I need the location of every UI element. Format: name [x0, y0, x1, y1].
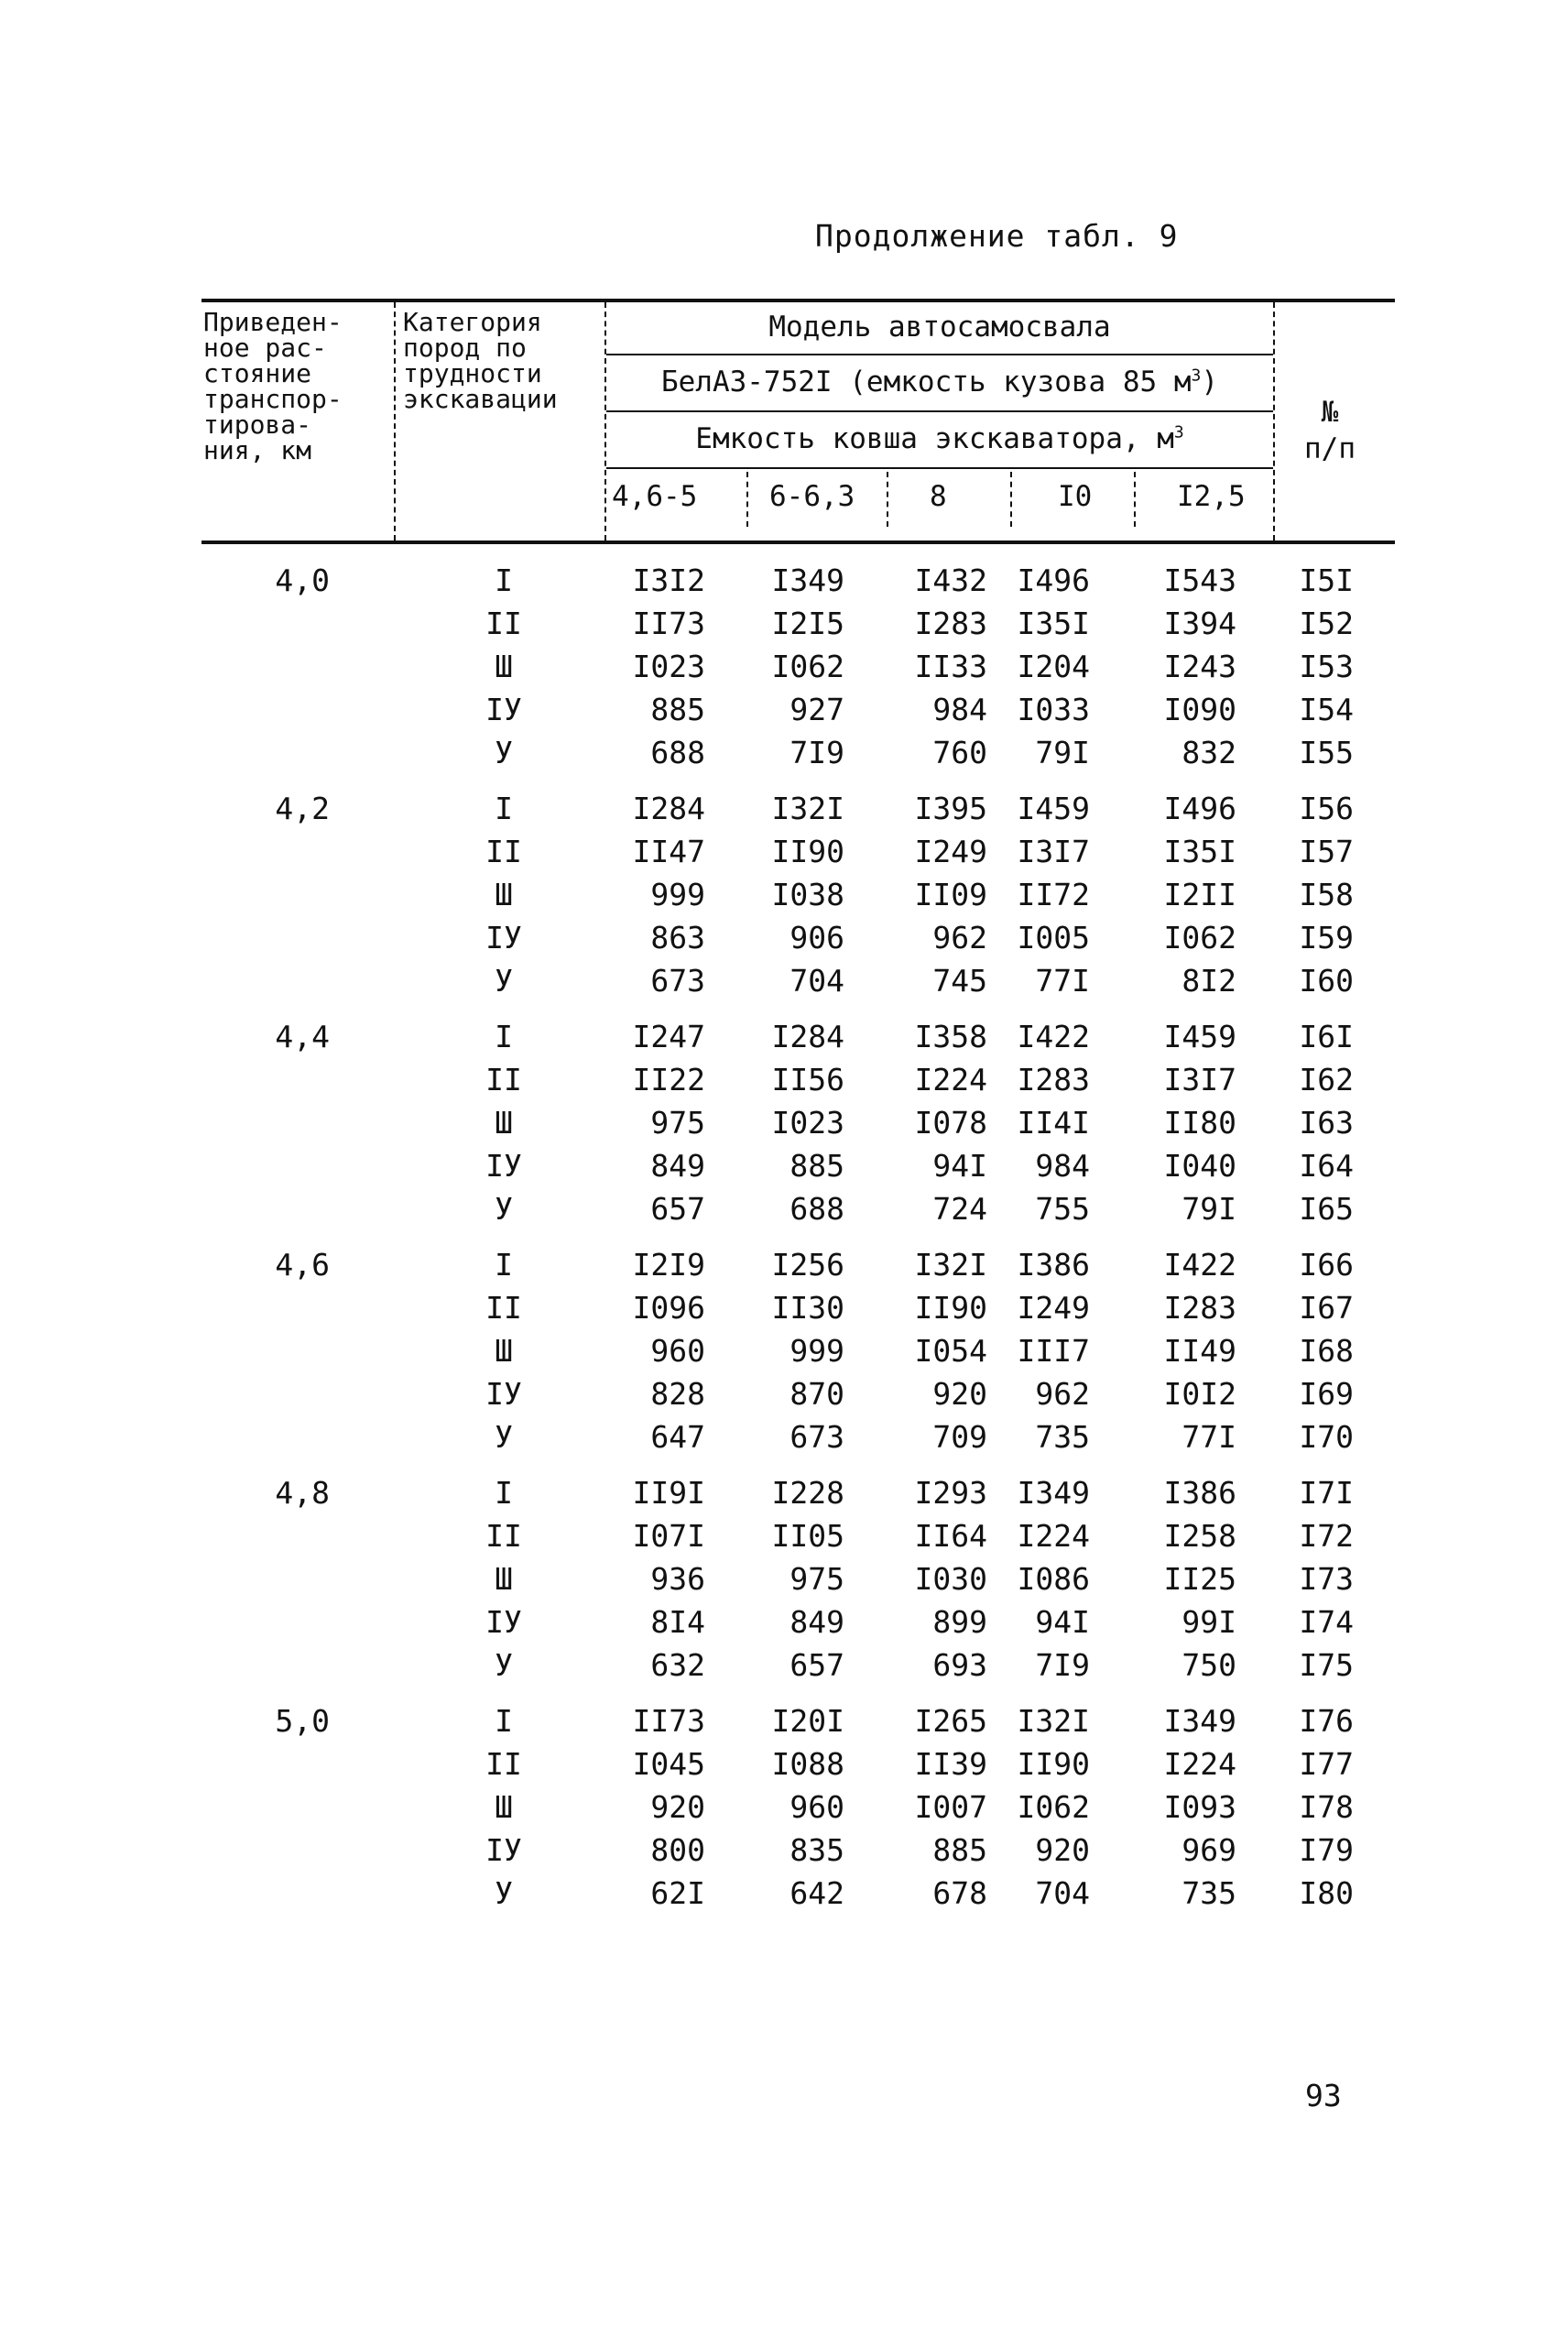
category-value: Ш	[495, 877, 513, 912]
table-cell: I20I	[771, 1703, 844, 1739]
table-cell: I023	[632, 649, 705, 684]
table-cell: I005	[1017, 920, 1090, 956]
table-cell: 962	[932, 920, 987, 956]
table-cell: I283	[1163, 1290, 1236, 1326]
category-value: У	[495, 1875, 513, 1911]
table-cell: 975	[789, 1561, 844, 1597]
table-cell: I062	[771, 649, 844, 684]
table-cell: 7I9	[789, 735, 844, 770]
table-cell: I386	[1017, 1247, 1090, 1283]
table-cell: 984	[932, 692, 987, 727]
table-cell: 885	[650, 692, 705, 727]
table-cell: I543	[1163, 562, 1236, 598]
table-cell: II25	[1163, 1561, 1236, 1597]
table-cell: I040	[1163, 1148, 1236, 1184]
category-value: IУ	[485, 920, 522, 956]
table-cell: 960	[789, 1789, 844, 1825]
table-cell: I283	[1017, 1062, 1090, 1097]
table-cell: 693	[932, 1647, 987, 1683]
distance-value: 4,4	[275, 1019, 330, 1054]
table-cell: I023	[771, 1105, 844, 1141]
table-cell: I3I7	[1017, 834, 1090, 869]
table-cell: I096	[632, 1290, 705, 1326]
header-subcol-1: 6-6,3	[769, 480, 855, 513]
table-cell: II39	[914, 1746, 987, 1782]
table-cell: II05	[771, 1518, 844, 1554]
row-number: I6I	[1299, 1019, 1354, 1054]
table-cell: 920	[650, 1789, 705, 1825]
table-cell: 849	[789, 1604, 844, 1640]
table-cell: I284	[771, 1019, 844, 1054]
table-cell: I496	[1163, 791, 1236, 826]
table-cell: I07I	[632, 1518, 705, 1554]
row-number: I69	[1299, 1376, 1354, 1412]
table-cell: 999	[789, 1333, 844, 1369]
table-cell: 969	[1181, 1832, 1236, 1868]
table-cell: 863	[650, 920, 705, 956]
table-cell: I249	[1017, 1290, 1090, 1326]
table-cell: 688	[650, 735, 705, 770]
row-number: I58	[1299, 877, 1354, 912]
category-value: У	[495, 1419, 513, 1455]
distance-value: 4,8	[275, 1475, 330, 1511]
header-top-rule	[201, 299, 1395, 302]
row-number: I74	[1299, 1604, 1354, 1640]
table-cell: I030	[914, 1561, 987, 1597]
table-cell: II22	[632, 1062, 705, 1097]
table-cell: I349	[771, 562, 844, 598]
table-cell: 755	[1035, 1191, 1090, 1227]
distance-value: 4,0	[275, 562, 330, 598]
table-cell: 735	[1035, 1419, 1090, 1455]
table-cell: I395	[914, 791, 987, 826]
table-cell: 760	[932, 735, 987, 770]
table-cell: I284	[632, 791, 705, 826]
category-value: II	[485, 834, 522, 869]
table-cell: I224	[914, 1062, 987, 1097]
category-value: IУ	[485, 1832, 522, 1868]
row-number: I77	[1299, 1746, 1354, 1782]
category-value: I	[495, 562, 513, 598]
table-cell: II47	[632, 834, 705, 869]
table-cell: 673	[650, 963, 705, 999]
table-cell: II4I	[1017, 1105, 1090, 1141]
table-cell: 975	[650, 1105, 705, 1141]
table-cell: I086	[1017, 1561, 1090, 1597]
category-value: I	[495, 1703, 513, 1739]
header-bottom-rule	[201, 541, 1395, 544]
row-number: I62	[1299, 1062, 1354, 1097]
table-cell: I496	[1017, 562, 1090, 598]
row-number: I5I	[1299, 562, 1354, 598]
table-cell: I243	[1163, 649, 1236, 684]
page-number: 93	[1305, 2078, 1342, 2113]
table-cell: I045	[632, 1746, 705, 1782]
category-value: IУ	[485, 1604, 522, 1640]
table-cell: 77I	[1035, 963, 1090, 999]
table-cell: III7	[1017, 1333, 1090, 1369]
row-number: I72	[1299, 1518, 1354, 1554]
table-cell: 79I	[1035, 735, 1090, 770]
table-cell: 750	[1181, 1647, 1236, 1683]
row-number: I78	[1299, 1789, 1354, 1825]
category-value: II	[485, 1290, 522, 1326]
distance-value: 4,2	[275, 791, 330, 826]
row-number: I59	[1299, 920, 1354, 956]
table-caption: Продолжение табл. 9	[815, 218, 1179, 254]
table-cell: I3I7	[1163, 1062, 1236, 1097]
header-line-bucket	[606, 467, 1273, 469]
row-number: I52	[1299, 606, 1354, 641]
table-cell: I32I	[771, 791, 844, 826]
row-number: I73	[1299, 1561, 1354, 1597]
table-cell: I093	[1163, 1789, 1236, 1825]
table-cell: I349	[1163, 1703, 1236, 1739]
table-cell: I32I	[1017, 1703, 1090, 1739]
header-subcol-0: 4,6-5	[612, 480, 698, 513]
category-value: Ш	[495, 1789, 513, 1825]
table-cell: I247	[632, 1019, 705, 1054]
header-truck: БелАЗ-752I (емкость кузова 85 $м^3$)	[660, 366, 1219, 399]
table-cell: 62I	[650, 1875, 705, 1911]
table-cell: I386	[1163, 1475, 1236, 1511]
table-cell: II56	[771, 1062, 844, 1097]
table-cell: II09	[914, 877, 987, 912]
table-cell: I358	[914, 1019, 987, 1054]
table-cell: 77I	[1181, 1419, 1236, 1455]
category-value: I	[495, 791, 513, 826]
table-cell: I204	[1017, 649, 1090, 684]
table-cell: 7I9	[1035, 1647, 1090, 1683]
table-cell: I459	[1017, 791, 1090, 826]
header-line-truck	[606, 410, 1273, 412]
table-cell: 724	[932, 1191, 987, 1227]
table-cell: II90	[771, 834, 844, 869]
category-value: I	[495, 1475, 513, 1511]
category-value: IУ	[485, 1376, 522, 1412]
table-cell: 920	[1035, 1832, 1090, 1868]
table-cell: 832	[1181, 735, 1236, 770]
table-cell: 657	[650, 1191, 705, 1227]
table-cell: 657	[789, 1647, 844, 1683]
table-cell: I007	[914, 1789, 987, 1825]
row-number: I65	[1299, 1191, 1354, 1227]
table-cell: 8I2	[1181, 963, 1236, 999]
table-cell: II90	[1017, 1746, 1090, 1782]
header-divider-sub-1	[746, 472, 748, 527]
table-cell: I2II	[1163, 877, 1236, 912]
table-cell: I35I	[1163, 834, 1236, 869]
table-cell: II49	[1163, 1333, 1236, 1369]
row-number: I66	[1299, 1247, 1354, 1283]
table-cell: 735	[1181, 1875, 1236, 1911]
table-cell: 899	[932, 1604, 987, 1640]
table-cell: I0I2	[1163, 1376, 1236, 1412]
table-cell: 94I	[1035, 1604, 1090, 1640]
category-value: У	[495, 1647, 513, 1683]
category-value: Ш	[495, 1105, 513, 1141]
table-cell: 800	[650, 1832, 705, 1868]
table-cell: 642	[789, 1875, 844, 1911]
table-cell: I35I	[1017, 606, 1090, 641]
table-cell: I2I9	[632, 1247, 705, 1283]
table-cell: 673	[789, 1419, 844, 1455]
table-cell: 870	[789, 1376, 844, 1412]
table-cell: I062	[1163, 920, 1236, 956]
table-cell: 849	[650, 1148, 705, 1184]
table-cell: I249	[914, 834, 987, 869]
row-number: I53	[1299, 649, 1354, 684]
table-cell: II33	[914, 649, 987, 684]
header-subcol-2: 8	[930, 480, 947, 513]
table-cell: I394	[1163, 606, 1236, 641]
distance-value: 4,6	[275, 1247, 330, 1283]
category-value: У	[495, 1191, 513, 1227]
table-cell: I265	[914, 1703, 987, 1739]
row-number: I56	[1299, 791, 1354, 826]
table-cell: 936	[650, 1561, 705, 1597]
table-cell: 704	[1035, 1875, 1090, 1911]
table-cell: 678	[932, 1875, 987, 1911]
table-cell: I088	[771, 1746, 844, 1782]
table-cell: I258	[1163, 1518, 1236, 1554]
table-cell: 960	[650, 1333, 705, 1369]
distance-value: 5,0	[275, 1703, 330, 1739]
table-cell: 999	[650, 877, 705, 912]
table-cell: II73	[632, 606, 705, 641]
table-cell: 647	[650, 1419, 705, 1455]
table-cell: I459	[1163, 1019, 1236, 1054]
table-cell: I3I2	[632, 562, 705, 598]
row-number: I79	[1299, 1832, 1354, 1868]
table-cell: 828	[650, 1376, 705, 1412]
row-number: I60	[1299, 963, 1354, 999]
header-subcol-4: I2,5	[1177, 480, 1246, 513]
row-number: I55	[1299, 735, 1354, 770]
row-number: I64	[1299, 1148, 1354, 1184]
table-cell: I2I5	[771, 606, 844, 641]
row-number: I80	[1299, 1875, 1354, 1911]
row-number: I57	[1299, 834, 1354, 869]
table-cell: 835	[789, 1832, 844, 1868]
row-number: I70	[1299, 1419, 1354, 1455]
table-cell: I062	[1017, 1789, 1090, 1825]
table-cell: 8I4	[650, 1604, 705, 1640]
table-cell: 709	[932, 1419, 987, 1455]
header-divider-sub-3	[1010, 472, 1012, 527]
header-divider-left	[394, 302, 396, 541]
table-cell: 94I	[932, 1148, 987, 1184]
table-cell: II80	[1163, 1105, 1236, 1141]
table-cell: I054	[914, 1333, 987, 1369]
row-number: I76	[1299, 1703, 1354, 1739]
category-value: II	[485, 1746, 522, 1782]
table-cell: I090	[1163, 692, 1236, 727]
category-value: I	[495, 1019, 513, 1054]
table-cell: 927	[789, 692, 844, 727]
header-bucket: Емкость ковша экскаватора, $м^3$	[695, 422, 1184, 455]
header-model: Модель автосамосвала	[768, 311, 1111, 344]
table-cell: I256	[771, 1247, 844, 1283]
table-cell: 704	[789, 963, 844, 999]
table-cell: II9I	[632, 1475, 705, 1511]
table-cell: I078	[914, 1105, 987, 1141]
category-value: II	[485, 1518, 522, 1554]
row-number: I75	[1299, 1647, 1354, 1683]
table-cell: 99I	[1181, 1604, 1236, 1640]
table-cell: 632	[650, 1647, 705, 1683]
table-cell: I32I	[914, 1247, 987, 1283]
table-cell: I228	[771, 1475, 844, 1511]
table-cell: 920	[932, 1376, 987, 1412]
table-cell: I038	[771, 877, 844, 912]
table-cell: 885	[932, 1832, 987, 1868]
row-number: I7I	[1299, 1475, 1354, 1511]
header-divider-sub-4	[1134, 472, 1136, 527]
table-cell: I224	[1163, 1746, 1236, 1782]
header-number: № п/п	[1304, 396, 1356, 465]
category-value: Ш	[495, 1561, 513, 1597]
row-number: I54	[1299, 692, 1354, 727]
table-cell: I432	[914, 562, 987, 598]
header-line-model	[606, 354, 1273, 355]
table-cell: II73	[632, 1703, 705, 1739]
category-value: У	[495, 963, 513, 999]
table-cell: 885	[789, 1148, 844, 1184]
table-cell: II72	[1017, 877, 1090, 912]
table-cell: 906	[789, 920, 844, 956]
header-divider-sub-2	[887, 472, 888, 527]
row-number: I63	[1299, 1105, 1354, 1141]
table-cell: I224	[1017, 1518, 1090, 1554]
category-value: II	[485, 1062, 522, 1097]
table-cell: I283	[914, 606, 987, 641]
table-cell: 79I	[1181, 1191, 1236, 1227]
category-value: Ш	[495, 649, 513, 684]
category-value: IУ	[485, 692, 522, 727]
table-cell: I293	[914, 1475, 987, 1511]
table-cell: I033	[1017, 692, 1090, 727]
table-cell: I349	[1017, 1475, 1090, 1511]
table-cell: 745	[932, 963, 987, 999]
table-cell: II30	[771, 1290, 844, 1326]
header-category: Категория пород по трудности экскавации	[403, 307, 558, 414]
category-value: IУ	[485, 1148, 522, 1184]
category-value: I	[495, 1247, 513, 1283]
row-number: I68	[1299, 1333, 1354, 1369]
table-cell: 962	[1035, 1376, 1090, 1412]
category-value: II	[485, 606, 522, 641]
table-cell: 984	[1035, 1148, 1090, 1184]
table-cell: II90	[914, 1290, 987, 1326]
header-distance: Приведен- ное рас- стояние транспор- тирова- ния, км	[203, 307, 343, 465]
row-number: I67	[1299, 1290, 1354, 1326]
table-cell: II64	[914, 1518, 987, 1554]
table-cell: I422	[1163, 1247, 1236, 1283]
header-subcol-3: I0	[1058, 480, 1093, 513]
table-cell: I422	[1017, 1019, 1090, 1054]
category-value: У	[495, 735, 513, 770]
table-cell: 688	[789, 1191, 844, 1227]
category-value: Ш	[495, 1333, 513, 1369]
